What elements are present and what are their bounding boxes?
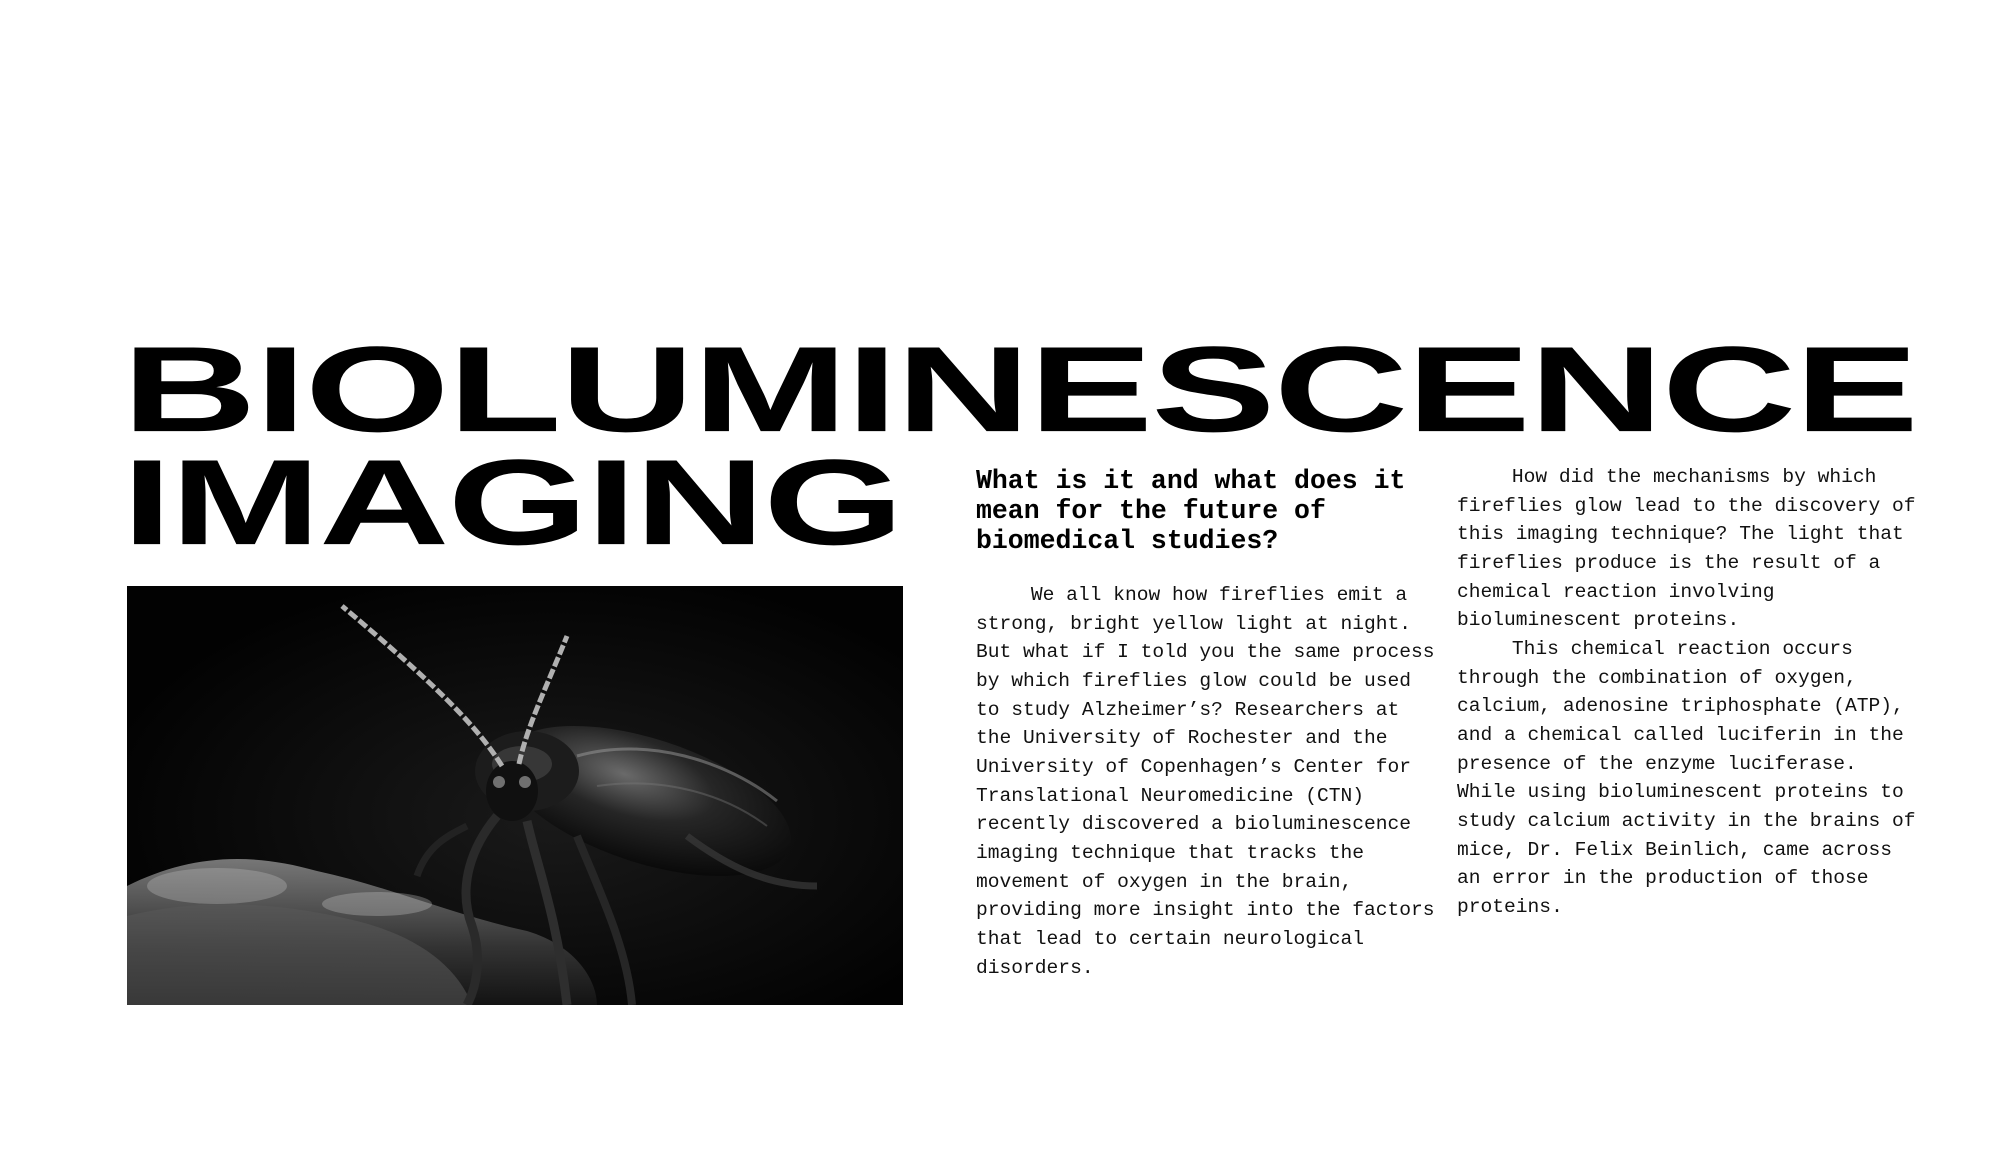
subheading: What is it and what does it mean for the future of biomedical studies? <box>976 466 1406 556</box>
headline-line-2: IMAGING <box>122 434 902 572</box>
headline-line-1: BIOLUMINESCENCE <box>122 321 1917 459</box>
beetle-photo <box>127 586 903 1005</box>
column-1-paragraph: We all know how fireflies emit a strong, bright yellow light at night. But what if I told you the same process by which fireflies glow could be used to study Alzheimer’s? Researchers at the University of Rochester and the University of Copenhagen’s Center for Translational Neuromedicine (CTN) recently discovered a bioluminescence imaging technique that tracks the movement of oxygen in the brain, providing more insight into the factors that lead to certain neurological disorders. <box>976 584 1435 979</box>
column-2-paragraph-1: How did the mechanisms by which fireflies glow lead to the discovery of this imaging technique? The light that fireflies produce is the result of a chemical reaction involving bioluminescent proteins. <box>1457 466 1916 632</box>
article-column-1 <box>976 581 1446 982</box>
column-2-paragraph-2: This chemical reaction occurs through the combination of oxygen, calcium, adenosine triphosphate (ATP), and a chemical called luciferin in the presence of the enzyme luciferase. While using bioluminescent proteins to study calcium activity in the brains of mice, Dr. Felix Beinlich, came across an error in the production of those proteins. <box>1457 637 1916 918</box>
article-column-2 <box>1457 463 1927 922</box>
